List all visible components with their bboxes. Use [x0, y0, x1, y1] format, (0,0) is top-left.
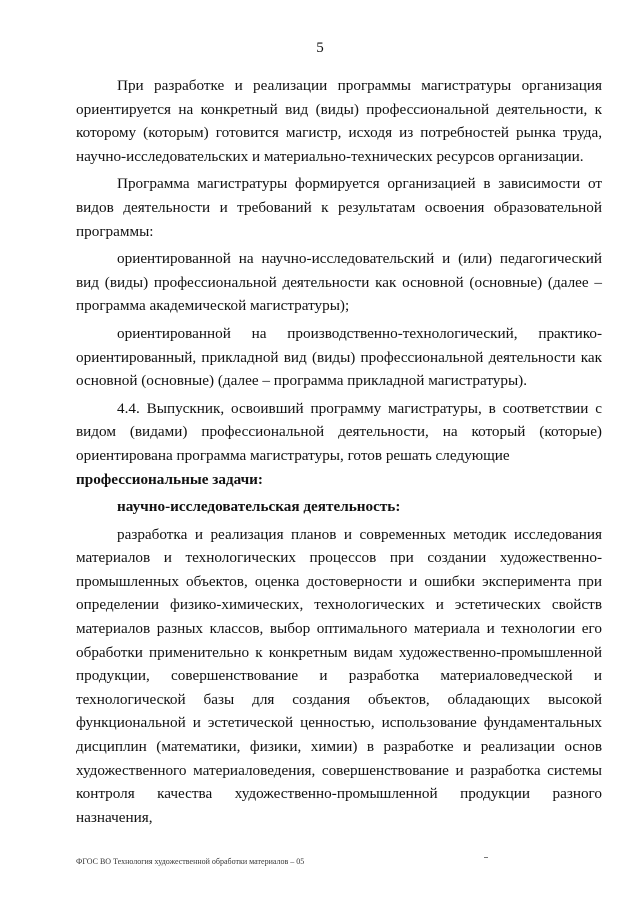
footer-text: ФГОС ВО Технология художественной обработки материалов – 05	[76, 857, 305, 866]
paragraph-academic-master: ориентированной на научно-исследовательский и (или) педагогический вид (виды) профессиональной деятельности как основной (основные) (далее – программа академической магистратуры);	[76, 250, 602, 315]
document-body	[76, 74, 602, 829]
research-activity-heading: научно-исследовательская деятельность:	[117, 498, 401, 516]
paragraph-graduate-tasks: 4.4. Выпускник, освоивший программу магистратуры, в соответствии с видом (видами) профессиональной деятельности, на который (которые) ориентирована программа магистратуры, готов решать следующие	[76, 399, 602, 464]
paragraph-research-tasks: разработка и реализация планов и современных методик исследования материалов и технологических процессов при создании художественно-промышленных объектов, оценка достоверности и ошибки эксперимента при определении физико-химических, технологических и эстетических свойств материалов разных классов, выбор оптимального материала и технологии его обработки применительно к конкретным видам художественно-промышленной продукции, совершенствование и разработка материаловедческой и технологической базы для создания объектов, обладающих высокой функциональной и эстетической ценностью, использование фундаментальных дисциплин (математики, физики, химии) в разработке и реализации основ художественного материаловедения, совершенствование и разработка системы контроля качества художественно-промышленной продукции разного назначения,	[76, 525, 602, 826]
professional-tasks-label: профессиональные задачи:	[76, 470, 263, 488]
footer-mark	[484, 857, 488, 858]
paragraph-program-orientation: При разработке и реализации программы магистратуры организация ориентируется на конкретный вид (виды) профессиональной деятельности, к которому (которым) готовится магистр, исходя из потребностей рынка труда, научно-исследовательских и материально-технических ресурсов организации.	[76, 77, 602, 165]
page-number: 5	[316, 40, 324, 56]
paragraph-program-formation: Программа магистратуры формируется организацией в зависимости от видов деятельности и требований к результатам освоения образовательной программы:	[76, 175, 602, 240]
paragraph-applied-master: ориентированной на производственно-технологический, практико-ориентированный, прикладной вид (виды) профессиональной деятельности как основной (основные) (далее – программа прикладной магистратуры).	[76, 324, 602, 390]
